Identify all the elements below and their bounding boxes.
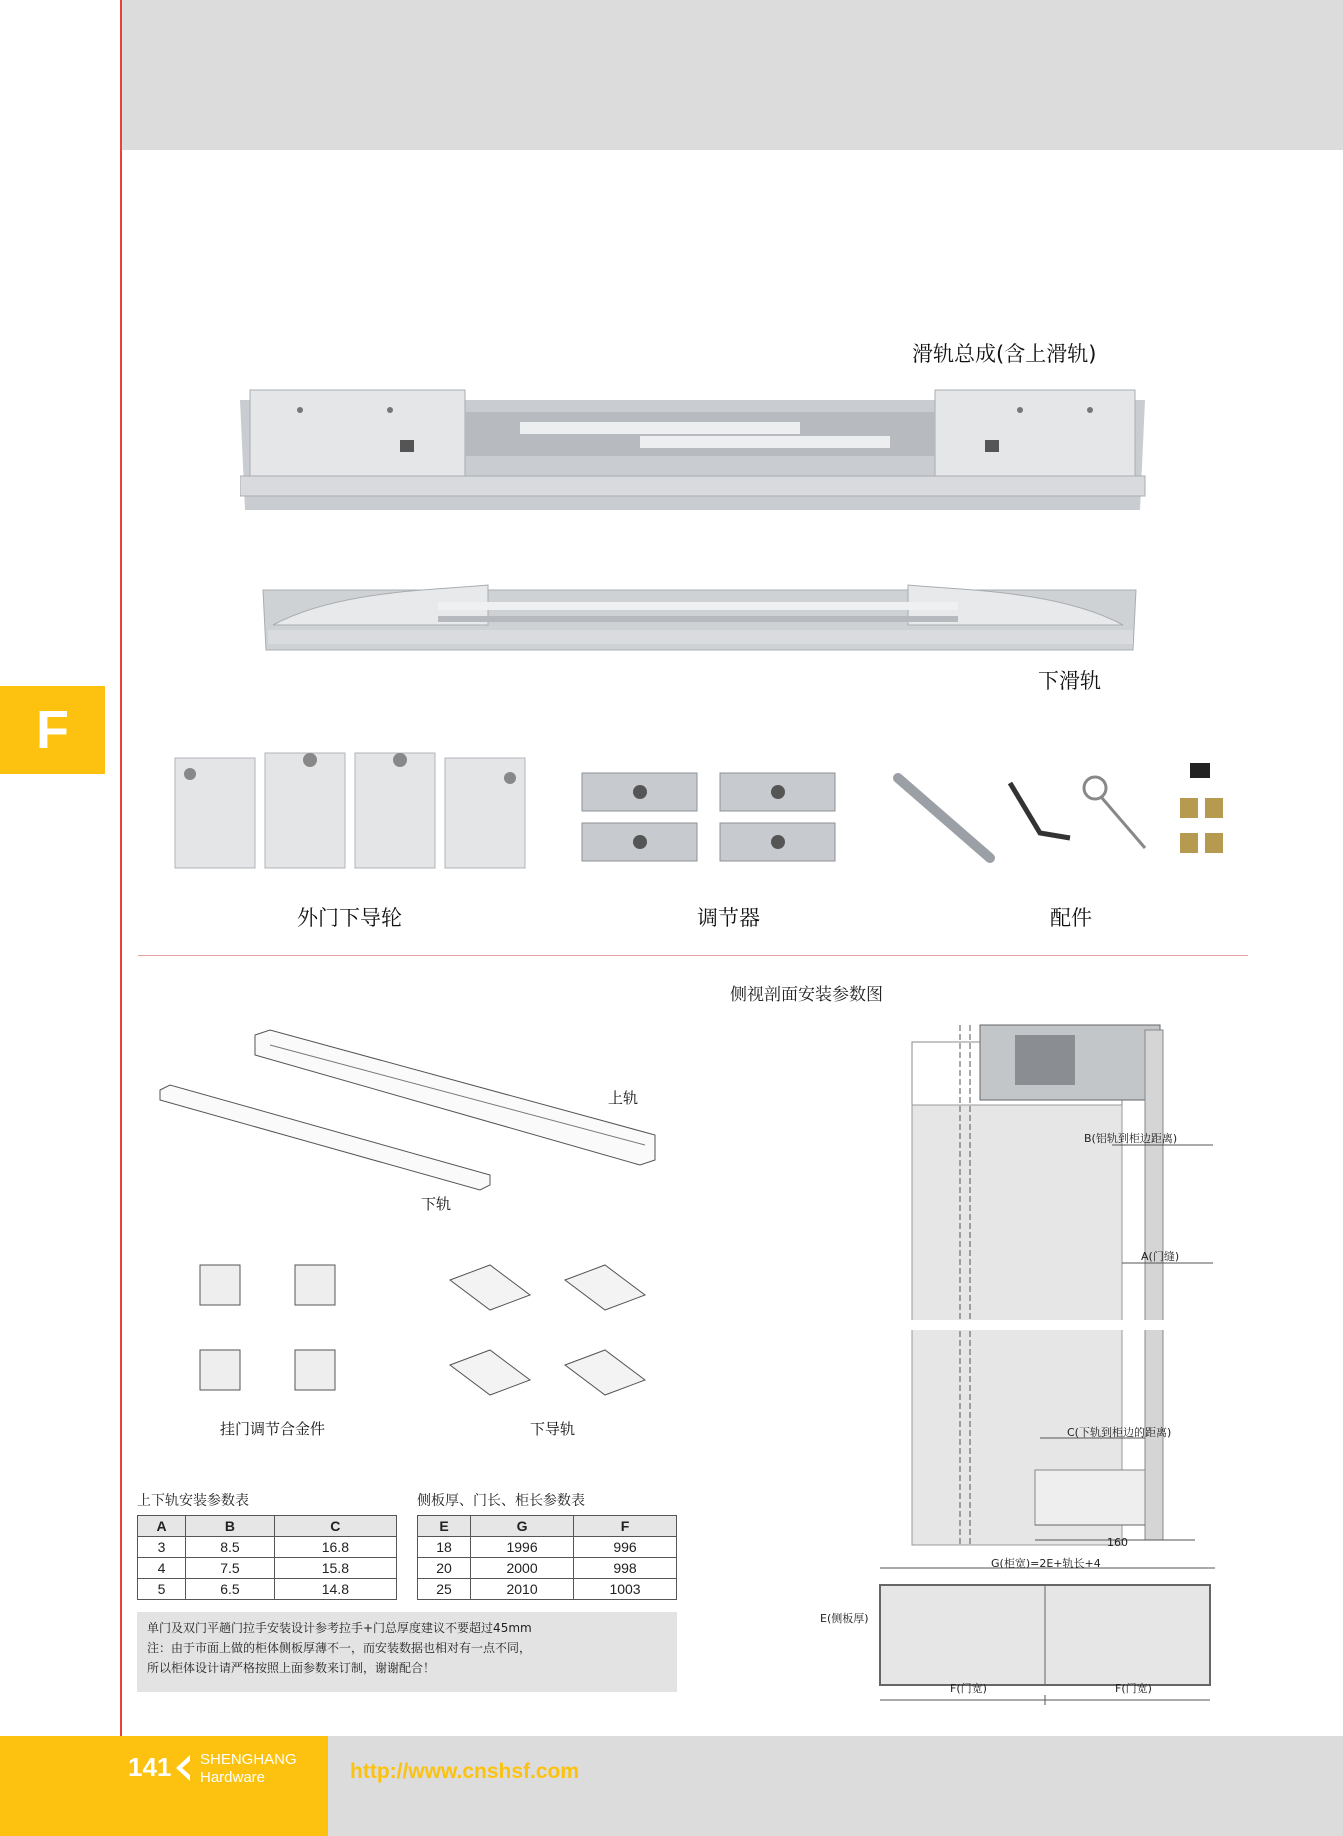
section-divider bbox=[138, 955, 1248, 956]
note-line-2: 注：由于市面上做的柜体侧板厚薄不一，而安装数据也相对有一点不同， bbox=[147, 1641, 532, 1655]
table2 bbox=[417, 1515, 677, 1600]
table2-header: G bbox=[471, 1516, 574, 1537]
outer-door-wheel-caption: 外门下导轮 bbox=[297, 906, 402, 930]
label-a: A(门缝) bbox=[1141, 1250, 1180, 1263]
label-f-left: F(门宽) bbox=[950, 1682, 987, 1695]
table1-header: C bbox=[274, 1516, 396, 1537]
note-line-1: 单门及双门平趟门拉手安装设计参考拉手+门总厚度建议不要超过45mm bbox=[147, 1621, 532, 1635]
table-cell: 996 bbox=[574, 1537, 677, 1558]
table-row bbox=[138, 1537, 397, 1558]
table-cell: 16.8 bbox=[274, 1537, 396, 1558]
table-row bbox=[418, 1579, 677, 1600]
arrow-left-icon bbox=[172, 1753, 192, 1783]
table-cell: 998 bbox=[574, 1558, 677, 1579]
label-c: C(下轨到柜边的距离) bbox=[1067, 1426, 1172, 1439]
table-row bbox=[418, 1537, 677, 1558]
table2-header: F bbox=[574, 1516, 677, 1537]
table1-header: A bbox=[138, 1516, 186, 1537]
label-160: 160 bbox=[1107, 1536, 1128, 1549]
table1-header: B bbox=[186, 1516, 275, 1537]
rail-assembly-caption: 滑轨总成(含上滑轨) bbox=[912, 342, 1097, 366]
table-cell: 6.5 bbox=[186, 1579, 275, 1600]
website-link[interactable]: http://www.cnshsf.com bbox=[350, 1760, 580, 1783]
table-cell: 25 bbox=[418, 1579, 471, 1600]
table-cell: 2010 bbox=[471, 1579, 574, 1600]
adjuster-caption: 调节器 bbox=[697, 906, 760, 930]
brand-name: SHENGHANG bbox=[200, 1751, 297, 1768]
hardware-parts-image bbox=[190, 1255, 660, 1415]
table-row bbox=[138, 1558, 397, 1579]
lower-rail-caption: 下滑轨 bbox=[1038, 669, 1101, 693]
table-cell: 8.5 bbox=[186, 1537, 275, 1558]
table-cell: 5 bbox=[138, 1579, 186, 1600]
rail-assembly-image bbox=[240, 380, 1150, 520]
table-cell: 14.8 bbox=[274, 1579, 396, 1600]
page-number: 141 bbox=[128, 1752, 172, 1782]
table1-title: 上下轨安装参数表 bbox=[137, 1493, 249, 1509]
hanging-adjuster-label: 挂门调节合金件 bbox=[220, 1420, 326, 1438]
table-row bbox=[138, 1579, 397, 1600]
table-cell: 20 bbox=[418, 1558, 471, 1579]
upper-rail-label: 上轨 bbox=[608, 1089, 639, 1107]
table2-title: 侧板厚、门长、柜长参数表 bbox=[417, 1493, 585, 1509]
table-cell: 1003 bbox=[574, 1579, 677, 1600]
adjuster-image bbox=[580, 768, 840, 868]
diagram-title: 侧视剖面安装参数图 bbox=[730, 985, 883, 1005]
table-cell: 3 bbox=[138, 1537, 186, 1558]
margin-line bbox=[120, 0, 122, 1836]
lower-rail-image bbox=[258, 580, 1138, 655]
outer-door-wheel-image bbox=[170, 748, 540, 878]
table-cell: 2000 bbox=[471, 1558, 574, 1579]
isometric-rails-image bbox=[155, 1025, 665, 1205]
header-band bbox=[122, 0, 1343, 150]
notes-box bbox=[137, 1612, 677, 1692]
lower-rail-label: 下轨 bbox=[421, 1195, 452, 1213]
section-diagram bbox=[815, 1020, 1225, 1710]
label-e: E(侧板厚) bbox=[820, 1612, 869, 1625]
accessories-caption: 配件 bbox=[1050, 906, 1092, 930]
brand-subtitle: Hardware bbox=[200, 1769, 266, 1786]
table-row bbox=[418, 1558, 677, 1579]
lower-guide-label: 下导轨 bbox=[530, 1420, 576, 1438]
note-line-3: 所以柜体设计请严格按照上面参数来订制，谢谢配合！ bbox=[147, 1661, 436, 1675]
table-cell: 18 bbox=[418, 1537, 471, 1558]
table-cell: 15.8 bbox=[274, 1558, 396, 1579]
table-cell: 7.5 bbox=[186, 1558, 275, 1579]
table-cell: 4 bbox=[138, 1558, 186, 1579]
footer-band bbox=[328, 1736, 1343, 1836]
table2-header: E bbox=[418, 1516, 471, 1537]
table1 bbox=[137, 1515, 397, 1600]
table-cell: 1996 bbox=[471, 1537, 574, 1558]
section-tab: F bbox=[0, 686, 105, 774]
accessories-image bbox=[890, 758, 1230, 878]
label-g: G(柜宽)=2E+轨长+4 bbox=[991, 1557, 1101, 1570]
label-f-right: F(门宽) bbox=[1115, 1682, 1152, 1695]
label-b: B(铝轨到柜边距离) bbox=[1084, 1132, 1178, 1145]
